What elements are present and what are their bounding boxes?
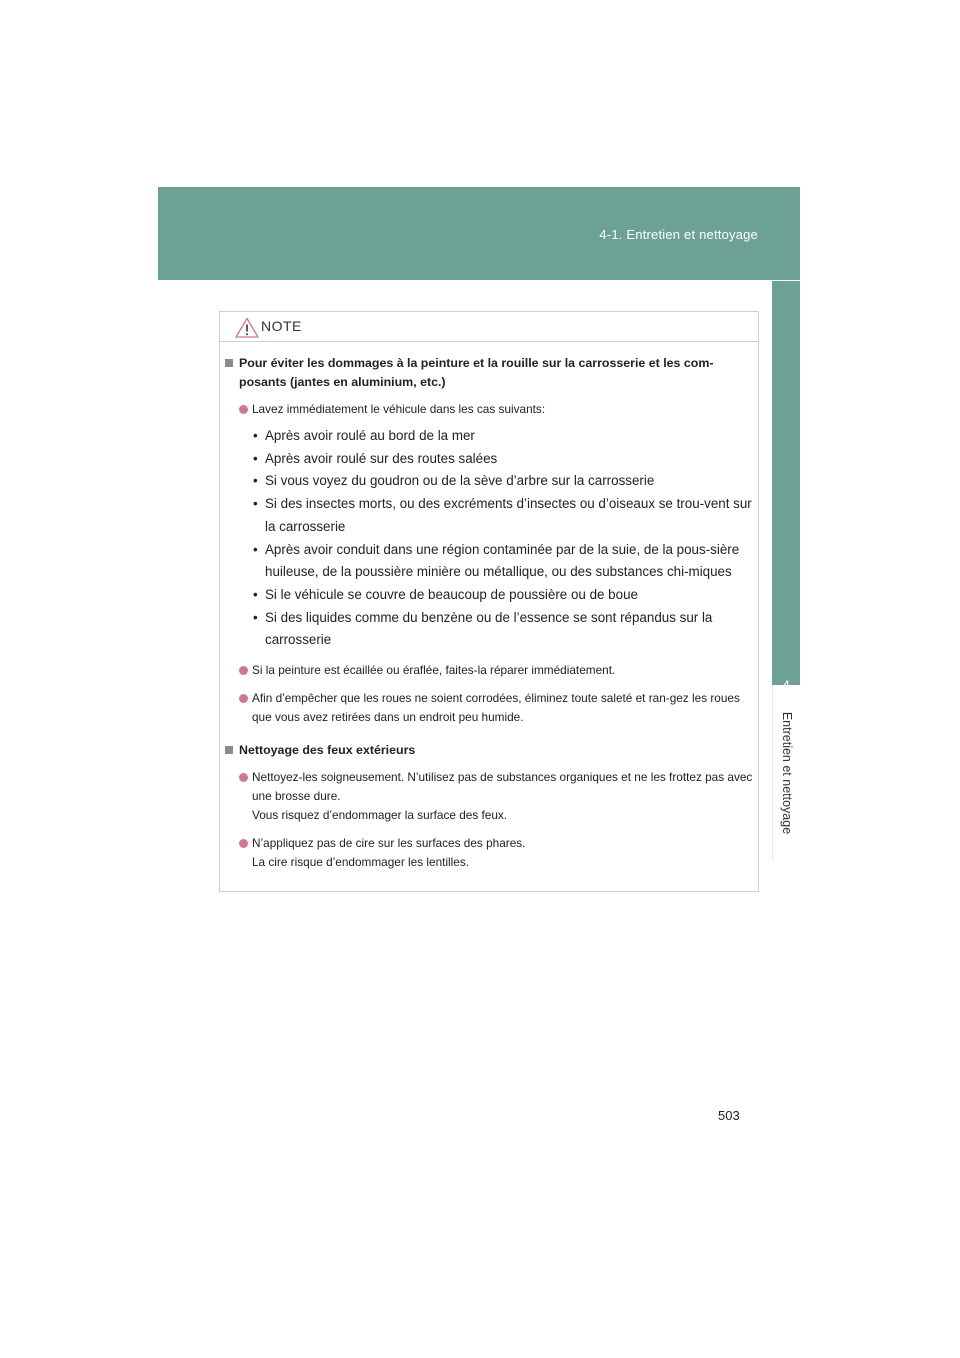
sub-item: • Si des liquides comme du benzène ou de l’essence se sont répandus sur la carrosserie [253,609,713,648]
bullet-dot-icon [239,666,248,675]
sub-item: • Après avoir roulé au bord de la mer [253,428,475,443]
bullet-item: Si la peinture est écaillée ou éraflée, faites-la réparer immédiatement. [225,661,753,680]
bullet-item: Lavez immédiatement le véhicule dans les cas suivants: [225,400,753,419]
note-box [219,311,759,892]
bullet-dot-icon [239,405,248,414]
note-title: NOTE [261,318,302,334]
sub-list [225,425,753,652]
note-header [220,312,758,342]
bullet-item: N’appliquez pas de cire sur les surfaces des phares. La cire risque d’endommager les lentilles. [225,834,753,872]
square-bullet-icon [225,359,233,367]
chapter-label-tab [772,685,801,861]
section-heading: Nettoyage des feux extérieurs [225,741,753,760]
sub-item: • Si le véhicule se couvre de beaucoup de poussière ou de boue [253,586,638,602]
bullet-dot-icon [239,773,248,782]
bullet-dot-icon [239,839,248,848]
bullet-dot-icon [239,694,248,703]
page-number: 503 [718,1108,740,1123]
warning-triangle-icon [235,317,259,338]
note-content [225,354,753,872]
chapter-label: Entretien et nettoyage [780,711,794,835]
sub-item: • Après avoir conduit dans une région contaminée par de la suie, de la pous-sière huileuse, de la poussière minière ou métallique, ou des substances chi-miques [253,541,740,580]
header-band [158,187,800,280]
bullet-item: Afin d’empêcher que les roues ne soient corrodées, éliminez toute saleté et ran-gez les roues que vous avez retirées dans un endroit peu humide. [225,689,753,727]
sub-item: • Si des insectes morts, ou des excréments d’insectes ou d’oiseaux se trou-vent sur la carrosserie [253,496,752,534]
section-title: 4-1. Entretien et nettoyage [599,227,758,242]
square-bullet-icon [225,746,233,754]
section-heading: Pour éviter les dommages à la peinture et la rouille sur la carrosserie et les com-posants (jantes en aluminium, etc.) [225,354,753,392]
sub-item: • Après avoir roulé sur des routes salées [253,450,498,466]
bullet-item: Nettoyez-les soigneusement. N’utilisez pas de substances organiques et ne les frottez pas avec une brosse dure. Vous risquez d’endommager la surface des feux. [225,768,753,825]
sub-item: • Si vous voyez du goudron ou de la sève d’arbre sur la carrosserie [253,473,655,489]
